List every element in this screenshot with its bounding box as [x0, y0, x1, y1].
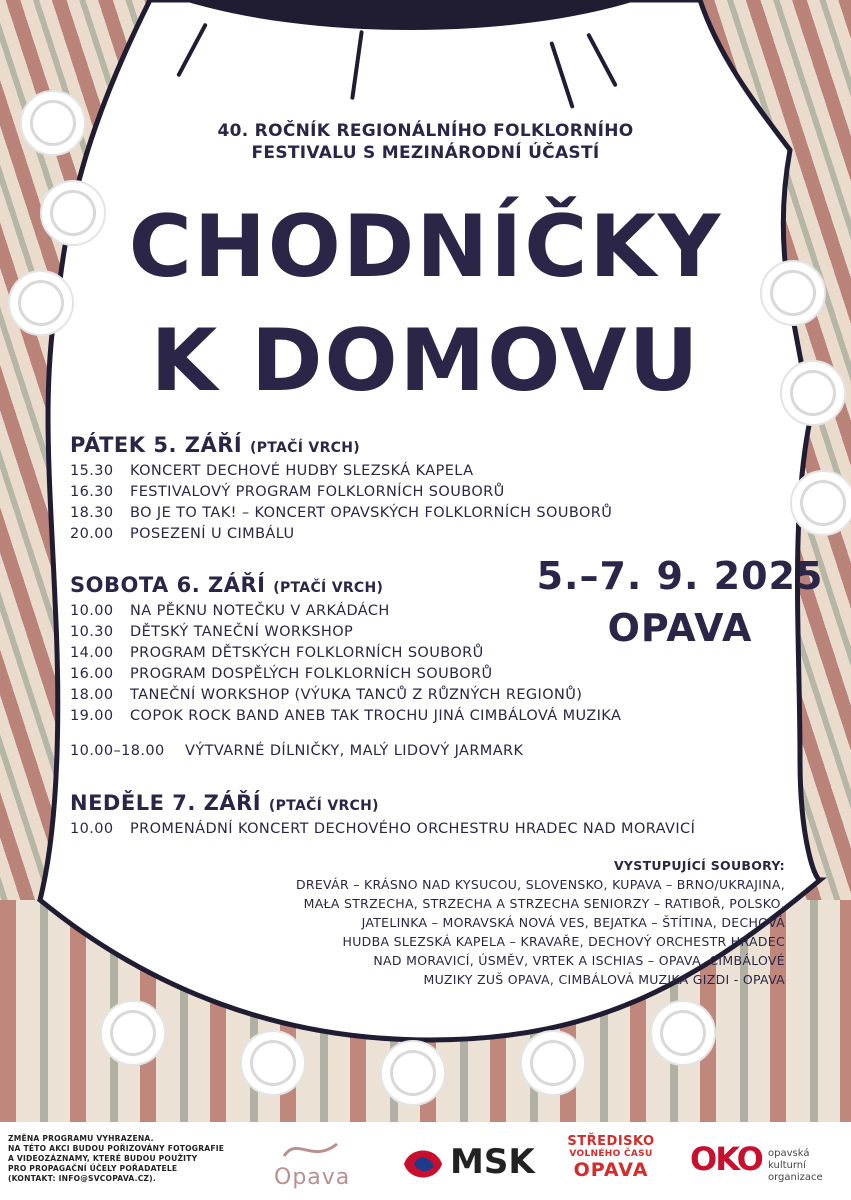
day-name: SOBOTA 6. ZÁŘÍ	[70, 573, 266, 597]
opava-logo	[262, 1132, 372, 1192]
svc-line: STŘEDISKO	[567, 1134, 655, 1149]
oko-text	[768, 1148, 823, 1184]
venue: (PTAČÍ VRCH)	[250, 440, 360, 456]
program-text: FESTIVALOVÝ PROGRAM FOLKLORNÍCH SOUBORŮ	[130, 484, 505, 500]
note-line: NA TÉTO AKCI BUDOU POŘIZOVÁNY FOTOGRAFIE	[8, 1144, 225, 1153]
day-heading	[70, 791, 695, 815]
title-line: CHODNÍČKY	[128, 197, 723, 297]
footer	[0, 1122, 851, 1200]
program-text: COPOK ROCK BAND ANEB TAK TROCHU JINÁ CIMBÁLOVÁ MUZIKA	[130, 708, 622, 724]
ensemble-line: JATELINKA – MORAVSKÁ NOVÁ VES, BEJATKA – ŠTÍTINA, DECHOVÁ	[361, 915, 785, 930]
program-row	[70, 461, 612, 482]
oko-mark: OKO	[690, 1140, 762, 1178]
day-heading	[70, 433, 612, 457]
time: 16.00	[70, 666, 114, 682]
time: 15.30	[70, 463, 114, 479]
program-text: POSEZENÍ U CIMBÁLU	[130, 526, 295, 542]
program-row	[70, 685, 621, 706]
program-text: DĚTSKÝ TANEČNÍ WORKSHOP	[130, 624, 354, 640]
subtitle-line: FESTIVALU S MEZINÁRODNÍ ÚČASTÍ	[251, 143, 600, 163]
note-line: ZMĚNA PROGRAMU VYHRAZENA.	[8, 1134, 154, 1143]
time: 18.00	[70, 687, 114, 703]
time: 14.00	[70, 645, 114, 661]
svc-opava-logo	[562, 1134, 660, 1194]
ensemble-line: MAŁA STRZECHA, STRZECHA A STRZECHA SENIORZY – RATIBOŘ, POLSKO,	[303, 896, 785, 911]
ensembles-list	[185, 856, 785, 989]
program-text: PROMENÁDNÍ KONCERT DECHOVÉHO ORCHESTRU HRADEC NAD MORAVICÍ	[130, 821, 696, 837]
subtitle-line: 40. ROČNÍK REGIONÁLNÍHO FOLKLORNÍHO	[217, 121, 634, 141]
program-row	[70, 819, 695, 840]
festival-subtitle	[0, 120, 851, 164]
time: 18.30	[70, 505, 114, 521]
program-text: VÝTVARNÉ DÍLNIČKY, MALÝ LIDOVÝ JARMARK	[185, 743, 524, 759]
lace-ornament	[520, 1030, 586, 1096]
opava-swirl-icon	[282, 1134, 342, 1164]
oko-line: opavská	[768, 1148, 810, 1159]
program-text: PROGRAM DĚTSKÝCH FOLKLORNÍCH SOUBORŮ	[130, 645, 484, 661]
ensembles-heading: VYSTUPUJÍCÍ SOUBORY:	[613, 858, 785, 873]
program-row	[70, 664, 621, 685]
program-row	[70, 482, 612, 503]
program-text: BO JE TO TAK! – KONCERT OPAVSKÝCH FOLKLORNÍCH SOUBORŮ	[130, 505, 613, 521]
svc-line: OPAVA	[573, 1159, 649, 1181]
svc-line: VOLNÉHO ČASU	[569, 1149, 653, 1159]
day-name: PÁTEK 5. ZÁŘÍ	[70, 433, 243, 457]
lace-ornament	[240, 1030, 306, 1096]
time: 20.00	[70, 526, 114, 542]
time: 10.00–18.00	[70, 743, 165, 759]
msk-emblem-icon	[400, 1142, 446, 1186]
program-row	[70, 524, 612, 545]
venue: (PTAČÍ VRCH)	[273, 580, 384, 596]
ensemble-line: MUZIKY ZUŠ OPAVA, CIMBÁLOVÁ MUZIKA GIZDI - OPAVA	[423, 972, 785, 987]
friday-program	[70, 433, 612, 545]
event-city: OPAVA	[607, 606, 753, 650]
program-row	[70, 503, 612, 524]
ensemble-line: HUDBA SLEZSKÁ KAPELA – KRAVAŘE, DECHOVÝ ORCHESTR HRADEC	[342, 934, 785, 949]
ensemble-line: DREVÁR – KRÁSNO NAD KYSUCOU, SLOVENSKO, KUPAVA – BRNO/UKRAJINA,	[295, 877, 785, 892]
day-name: NEDĚLE 7. ZÁŘÍ	[70, 791, 262, 815]
program-text: NA PĚKNU NOTEČKU V ARKÁDÁCH	[130, 603, 390, 619]
time: 10.30	[70, 624, 114, 640]
program-text: PROGRAM DOSPĚLÝCH FOLKLORNÍCH SOUBORŮ	[130, 666, 493, 682]
event-date-block	[520, 550, 840, 654]
opava-logo-text: Opava	[274, 1165, 351, 1190]
program-row	[70, 706, 621, 727]
program-text: KONCERT DECHOVÉ HUDBY SLEZSKÁ KAPELA	[130, 463, 474, 479]
lace-ornament	[380, 1040, 446, 1106]
festival-title	[0, 190, 851, 418]
lace-ornament	[100, 1000, 166, 1066]
note-line: (KONTAKT: INFO@SVCOPAVA.CZ).	[8, 1174, 156, 1183]
program-text: TANEČNÍ WORKSHOP (VÝUKA TANCŮ Z RŮZNÝCH REGIONŮ)	[130, 687, 583, 703]
time: 16.30	[70, 484, 114, 500]
lace-ornament	[790, 470, 851, 536]
program-row	[70, 741, 621, 762]
time: 10.00	[70, 603, 114, 619]
oko-line: organizace	[768, 1172, 823, 1183]
footer-note	[8, 1134, 248, 1184]
time: 10.00	[70, 821, 114, 837]
title-line: K DOMOVU	[150, 311, 701, 411]
oko-logo	[690, 1136, 840, 1191]
venue: (PTAČÍ VRCH)	[268, 798, 379, 814]
msk-logo	[398, 1140, 533, 1190]
msk-logo-text: MSK	[450, 1142, 535, 1182]
event-dates: 5.–7. 9. 2025	[536, 554, 824, 598]
oko-line: kulturní	[768, 1160, 806, 1171]
ensemble-line: NAD MORAVICÍ, ÚSMĚV, VRTEK A ISCHIAS – OPAVA, CIMBÁLOVÉ	[373, 953, 785, 968]
note-line: PRO PROPAGAČNÍ ÚČELY POŘADATELE	[8, 1164, 178, 1173]
sunday-program	[70, 791, 695, 840]
note-line: A VIDEOZÁZNAMY, KTERÉ BUDOU POUŽITY	[8, 1154, 198, 1163]
time: 19.00	[70, 708, 114, 724]
lace-ornament	[650, 1000, 716, 1066]
